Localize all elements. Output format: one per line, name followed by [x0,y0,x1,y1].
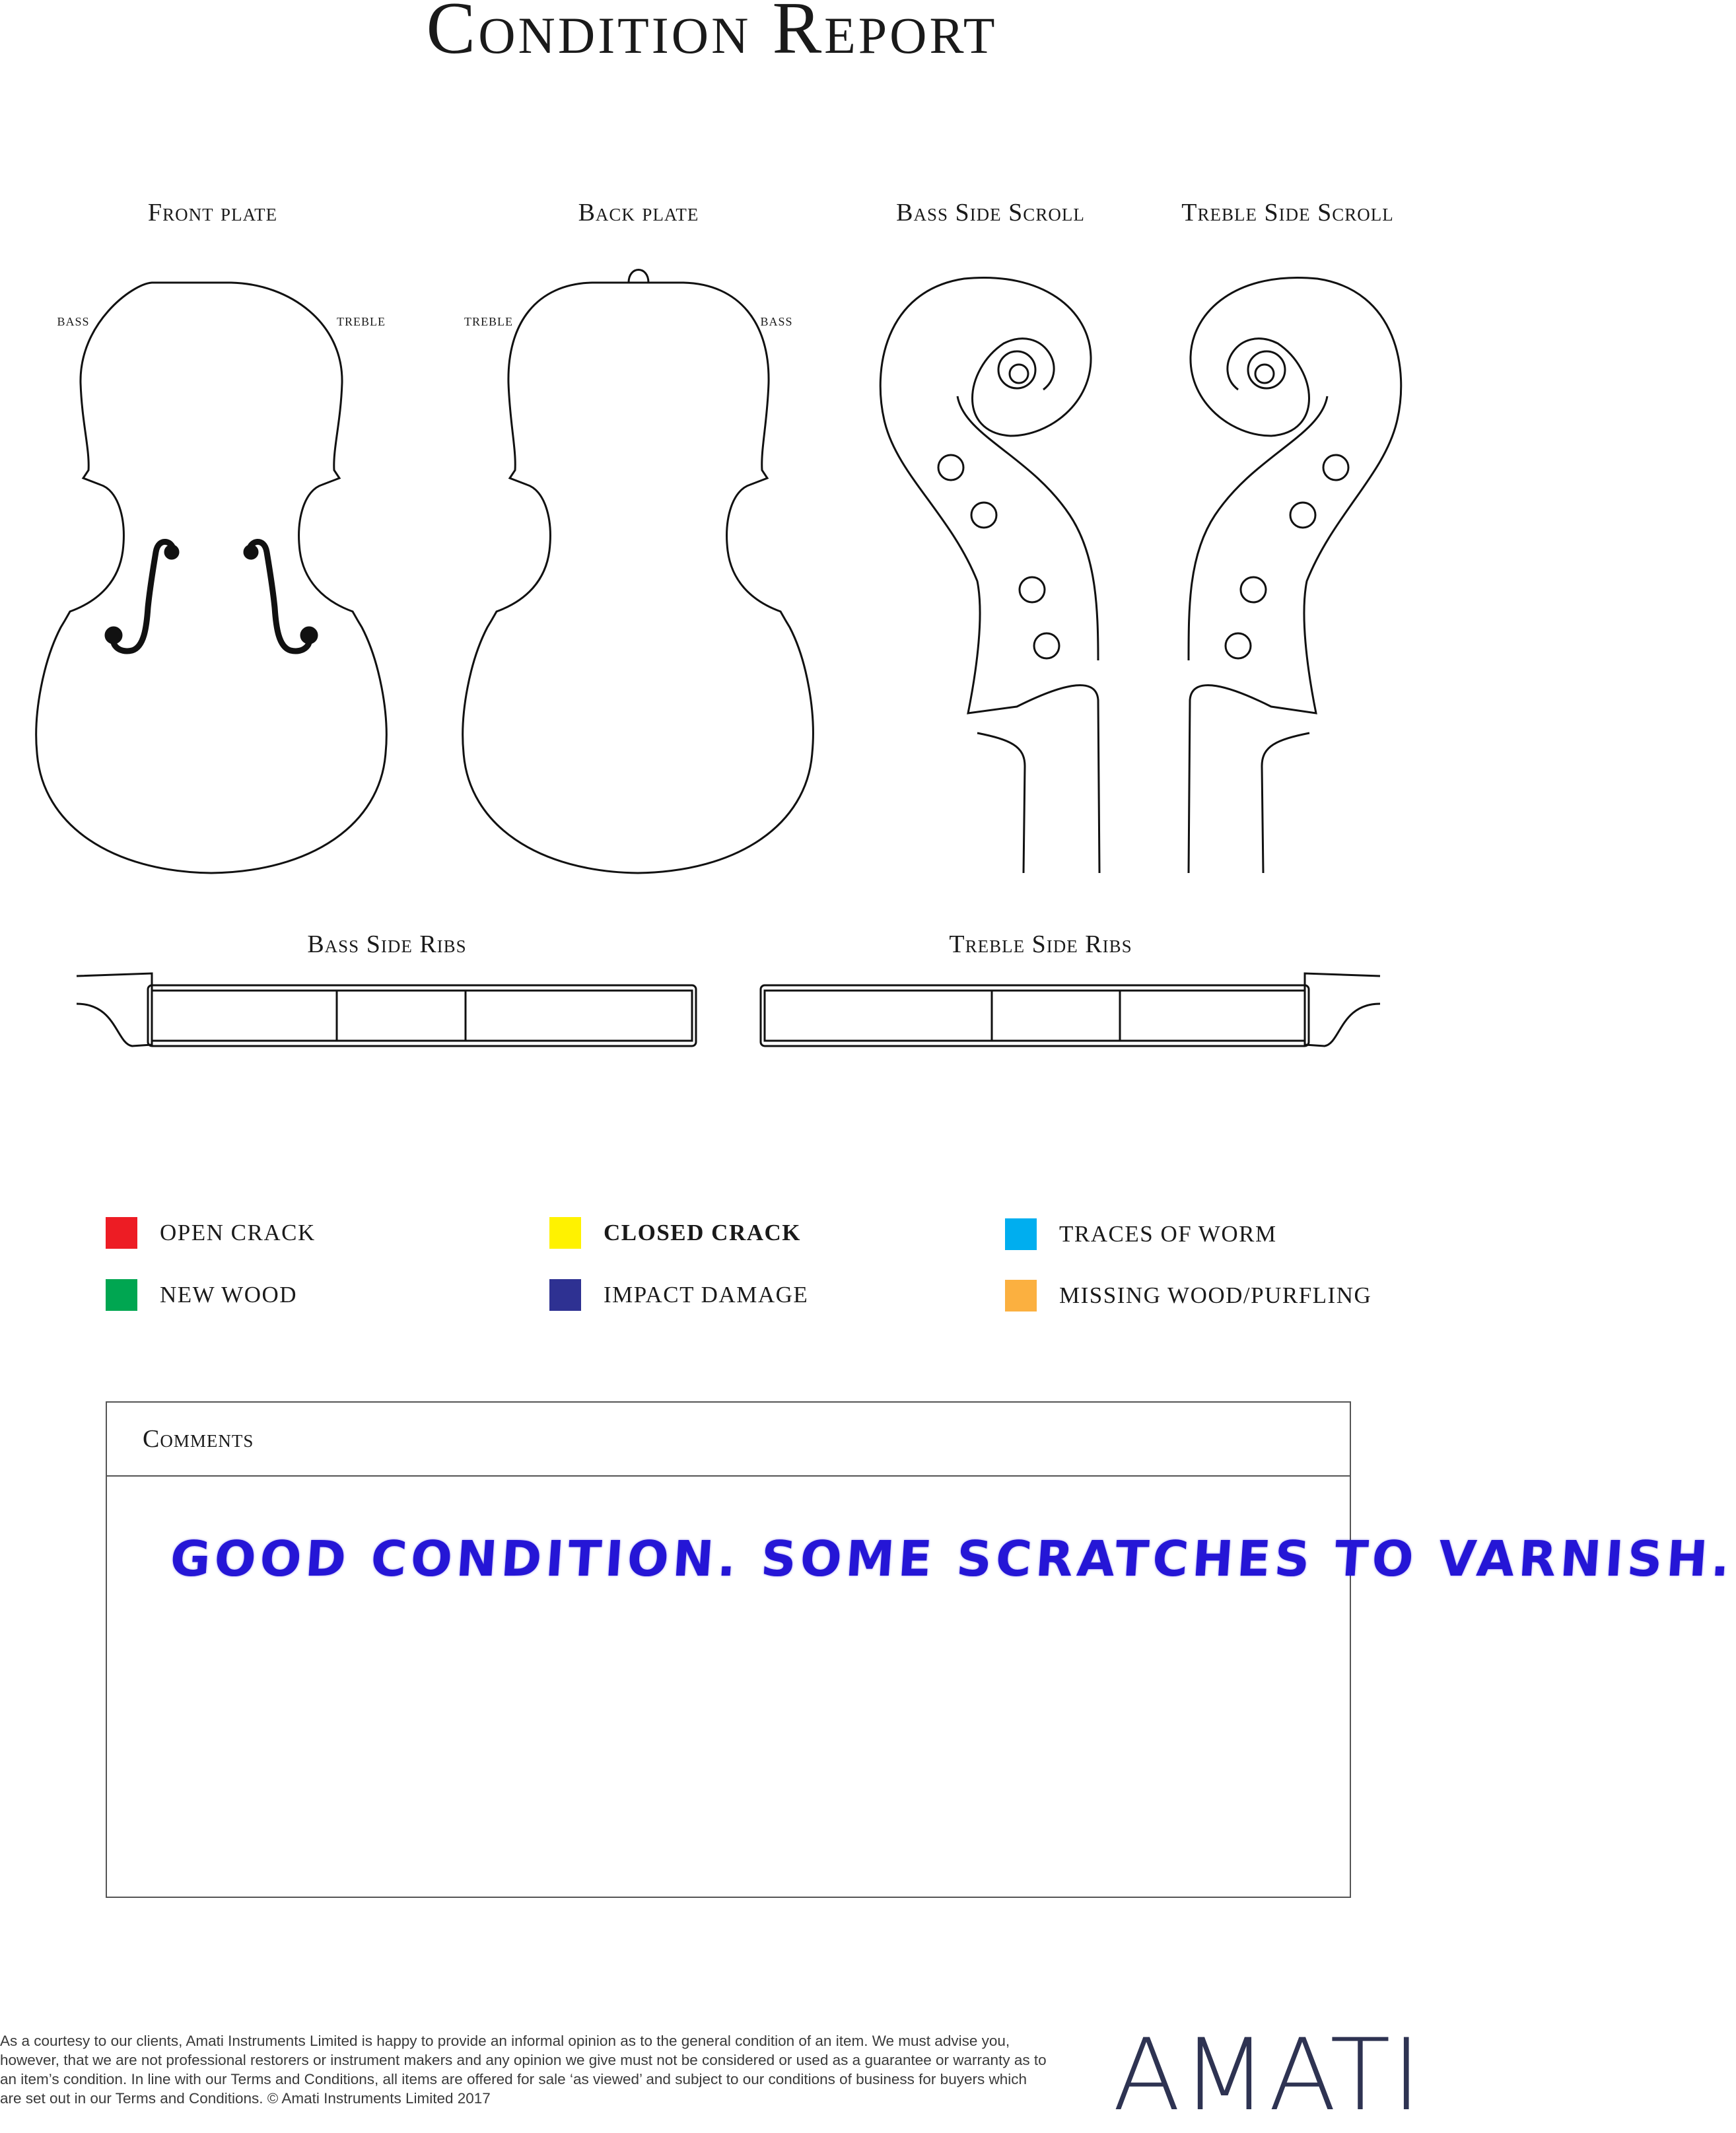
back-treble-side-label: treble [464,310,513,330]
legend-swatch-missing-wood-purfling [1005,1280,1037,1311]
bass-side-scroll-drawing [880,277,1099,873]
legend-swatch-new-wood [106,1279,137,1311]
treble-side-scroll-label: Treble Side Scroll [1181,199,1394,227]
legend-label-traces-of-worm: TRACES OF WORM [1059,1221,1277,1247]
comments-label: Comments [143,1425,254,1453]
back-bass-side-label: bass [760,310,793,330]
legend-item-traces-of-worm [1005,1218,1277,1250]
disclaimer-text: As a courtesy to our clients, Amati Instruments Limited is happy to provide an informal opinion as to the general condition of an item. We must advise you, however, that we are not professional restorers or instrument makers and any opinion we give must not be considered or used as a guarantee or warranty as to an item’s condition. In line with our Terms and Conditions, all items are offered for sale ‘as viewed’ and subject to our conditions of business for buyers which are set out in our Terms and Conditions. © Amati Instruments Limited 2017 [0,2033,1047,2107]
legend-label-impact-damage: IMPACT DAMAGE [604,1282,809,1308]
legend-swatch-impact-damage [549,1279,581,1311]
legend-swatch-traces-of-worm [1005,1218,1037,1250]
legend-swatch-closed-crack [549,1217,581,1249]
legend-label-closed-crack: CLOSED CRACK [604,1220,802,1245]
legend-item-new-wood [106,1279,297,1311]
treble-side-ribs-label: Treble Side Ribs [949,930,1132,958]
front-plate-label: Front plate [147,199,278,227]
comments-header [107,1403,1350,1477]
treble-side-ribs-drawing [761,973,1380,1046]
legend-label-missing-wood-purfling: MISSING WOOD/PURFLING [1059,1282,1372,1308]
instrument-outline-diagrams [0,0,1424,1070]
legend-item-missing-wood-purfling [1005,1280,1371,1311]
back-plate-button [629,270,648,283]
handwritten-comment: GOOD CONDITION. SOME SCRATCHES TO VARNISH. [168,1531,1736,1588]
front-plate-outline [36,283,387,873]
legend-label-open-crack: OPEN CRACK [160,1220,316,1245]
front-treble-side-label: treble [337,310,386,330]
comments-box [106,1401,1736,1898]
treble-side-scroll-drawing [1189,277,1401,873]
legend-swatch-open-crack [106,1217,137,1249]
page-title: Condition Report [426,0,998,69]
legend-label-new-wood: NEW WOOD [160,1282,298,1308]
back-plate-outline [463,283,814,873]
legend-item-closed-crack [549,1217,801,1249]
amati-logo: AMATI [1113,2018,1422,2133]
back-plate-label: Back plate [578,199,699,227]
bass-side-ribs-label: Bass Side Ribs [307,930,467,958]
bass-side-scroll-label: Bass Side Scroll [896,199,1085,227]
legend-item-impact-damage [549,1279,808,1311]
front-bass-side-label: bass [57,310,90,330]
bass-side-ribs-drawing [77,973,696,1046]
legend-item-open-crack [106,1217,316,1249]
